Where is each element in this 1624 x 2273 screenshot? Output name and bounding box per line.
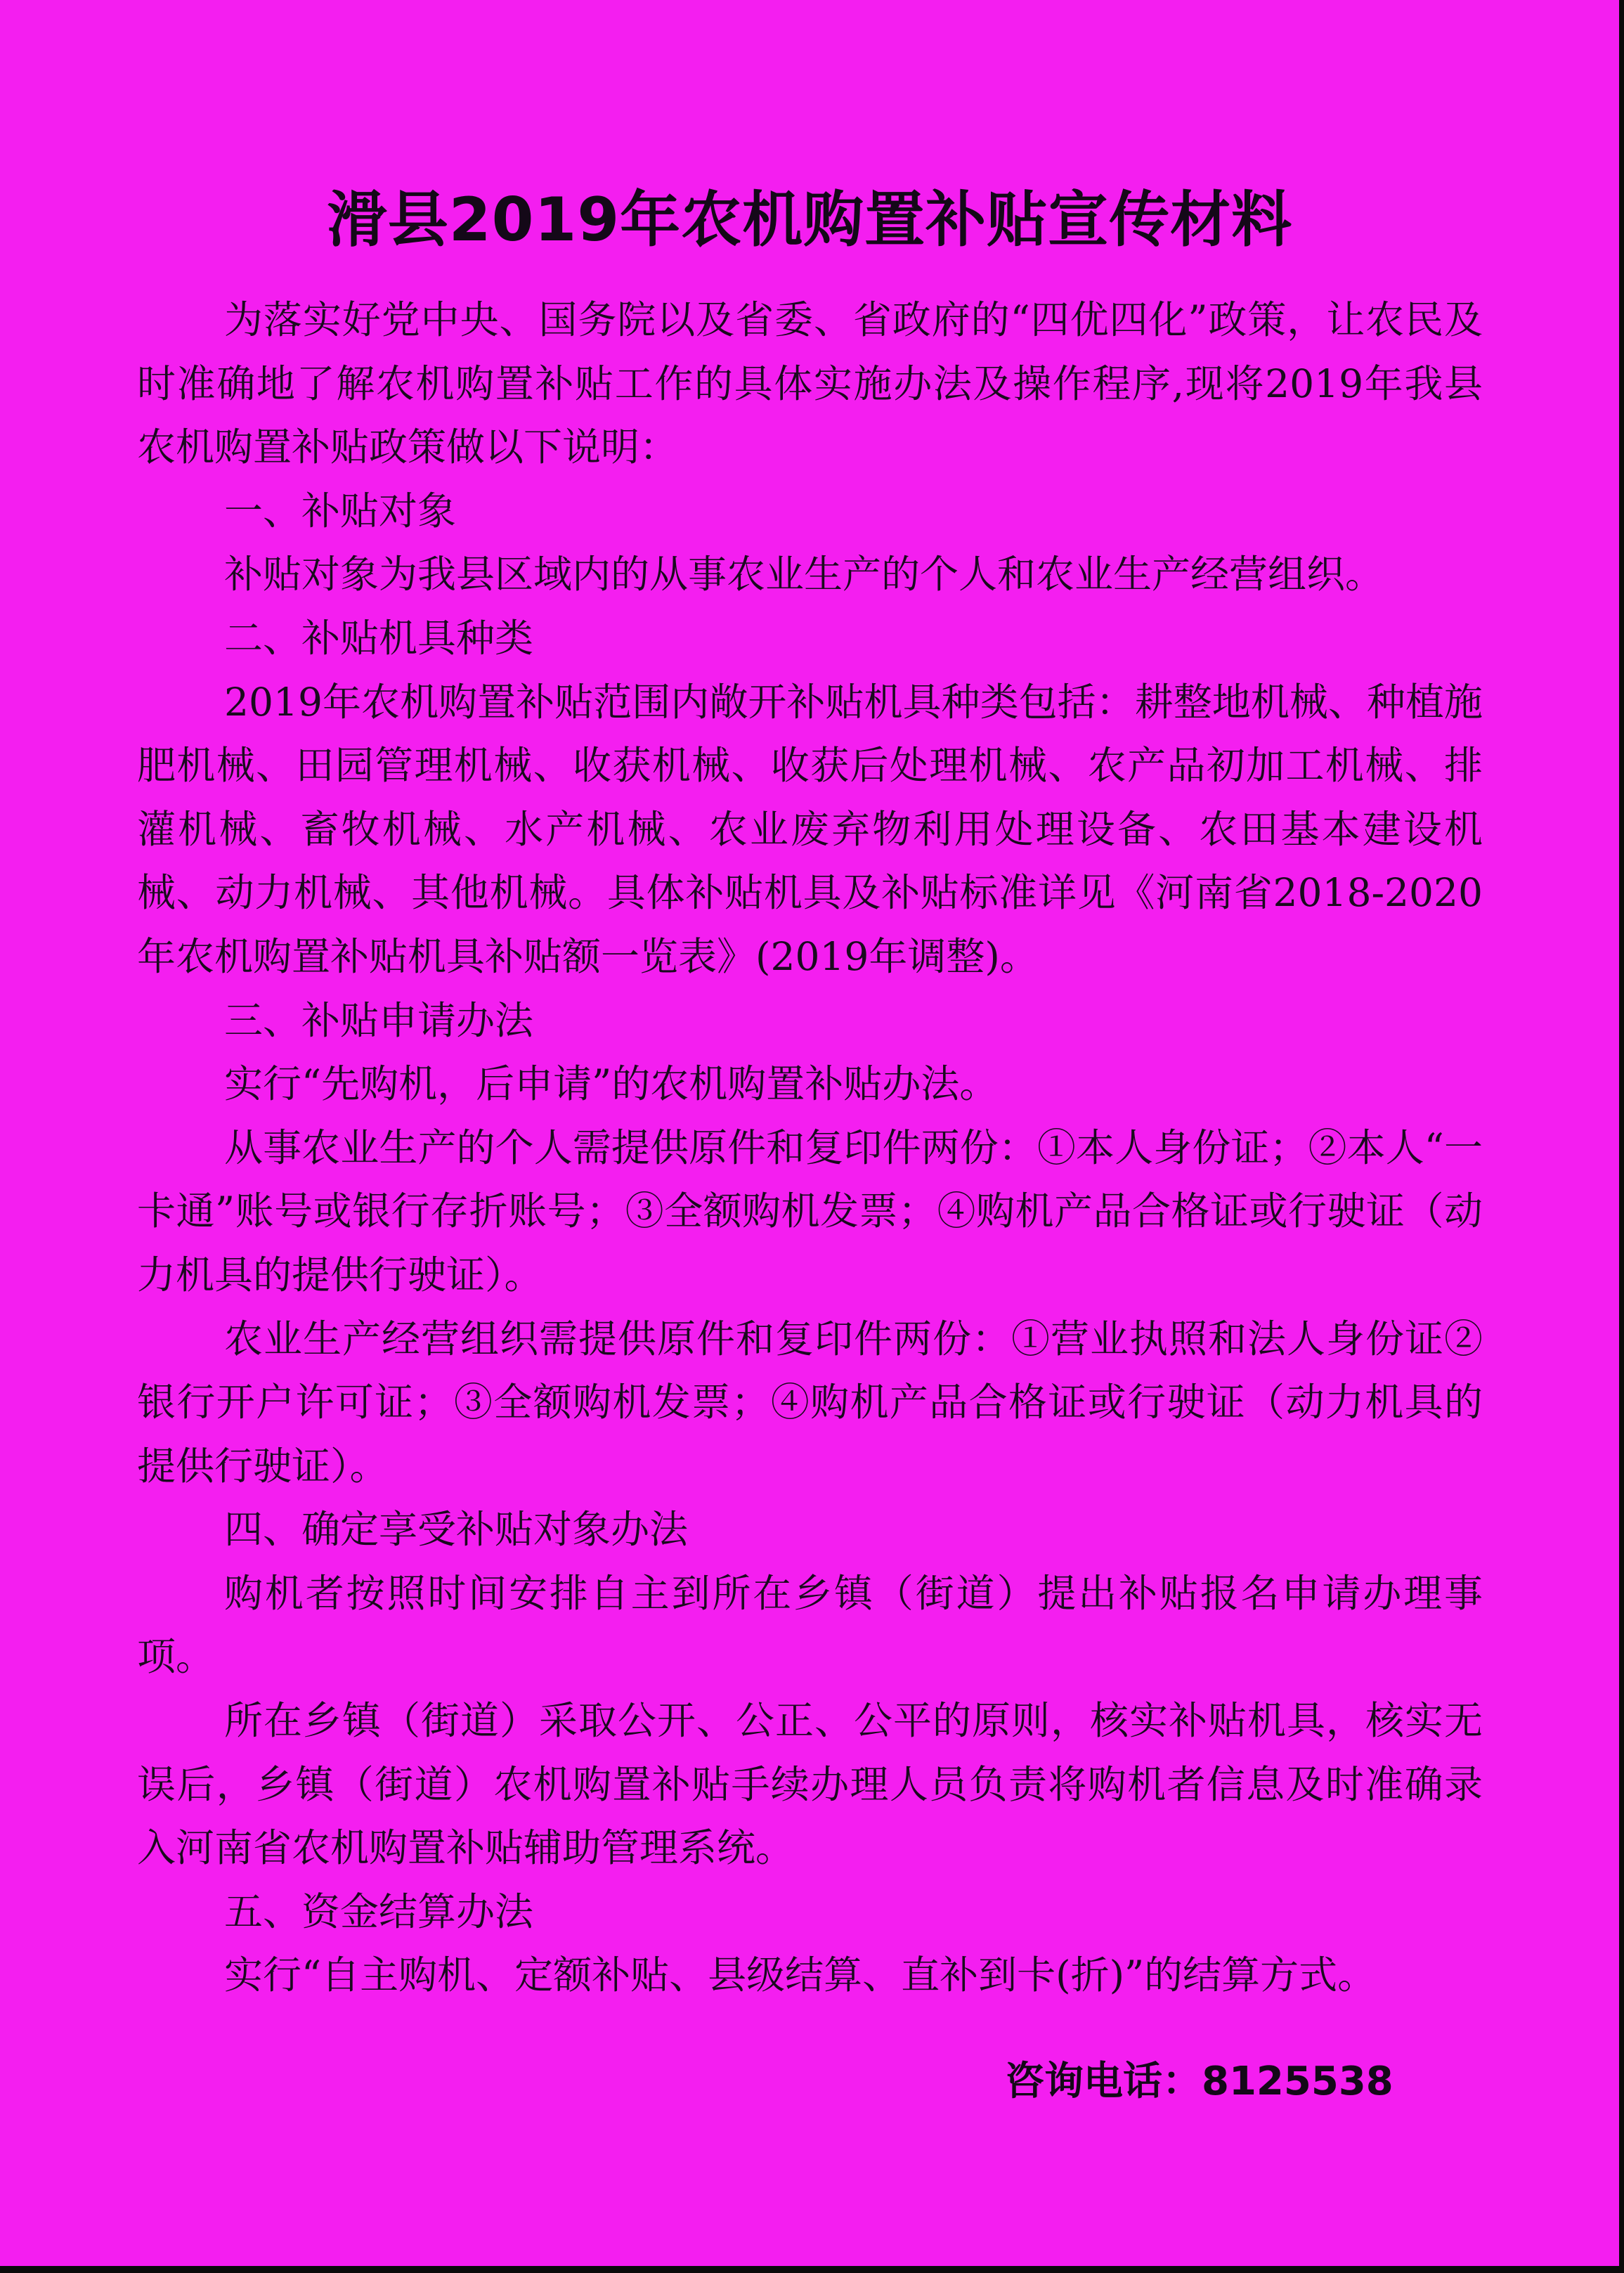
section-1-paragraph: 补贴对象为我县区域内的从事农业生产的个人和农业生产经营组织。	[224, 552, 1384, 597]
section-4-paragraph-2: 所在乡镇（街道）采取公开、公正、公平的原则，核实补贴机具，核实无误后，乡镇（街道）农机购置补贴手续办理人员负责将购机者信息及时准确录入河南省农机购置补贴辅助管理系统。	[137, 1698, 1483, 1871]
contact-phone: 咨询电话：8125538	[1005, 2059, 1394, 2104]
section-heading-1: 一、补贴对象	[224, 488, 457, 533]
section-heading-3: 三、补贴申请办法	[224, 997, 534, 1043]
section-3-paragraph-3: 农业生产经营组织需提供原件和复印件两份：①营业执照和法人身份证②银行开户许可证；③全额购机发票；④购机产品合格证或行驶证（动力机具的提供行驶证）。	[137, 1316, 1483, 1489]
document-title: 滑县2019年农机购置补贴宣传材料	[326, 185, 1293, 255]
intro-paragraph: 为落实好党中央、国务院以及省委、省政府的“四优四化”政策，让农民及时准确地了解农机购置补贴工作的具体实施办法及操作程序,现将2019年我县农机购置补贴政策做以下说明：	[137, 297, 1483, 470]
section-heading-2: 二、补贴机具种类	[224, 615, 534, 661]
section-heading-5: 五、资金结算办法	[224, 1889, 534, 1934]
section-heading-4: 四、确定享受补贴对象办法	[224, 1507, 689, 1553]
section-2-paragraph: 2019年农机购置补贴范围内敞开补贴机具种类包括：耕整地机械、种植施肥机械、田园管理机械、收获机械、收获后处理机械、农产品初加工机械、排灌机械、畜牧机械、水产机械、农业废弃物利用处理设备、农田基本建设机械、动力机械、其他机械。具体补贴机具及补贴标准详见《河南省2018-2020年农机购置补贴机具补贴额一览表》(2019年调整)。	[137, 679, 1483, 979]
section-5-paragraph: 实行“自主购机、定额补贴、县级结算、直补到卡(折)”的结算方式。	[224, 1953, 1377, 1998]
section-4-paragraph-1: 购机者按照时间安排自主到所在乡镇（街道）提出补贴报名申请办理事项。	[137, 1570, 1483, 1680]
document-body	[137, 288, 1483, 2007]
section-3-paragraph-2: 从事农业生产的个人需提供原件和复印件两份：①本人身份证；②本人“一卡通”账号或银行存折账号；③全额购机发票；④购机产品合格证或行驶证（动力机具的提供行驶证）。	[137, 1125, 1483, 1297]
section-3-paragraph-1: 实行“先购机，后申请”的农机购置补贴办法。	[224, 1061, 999, 1107]
